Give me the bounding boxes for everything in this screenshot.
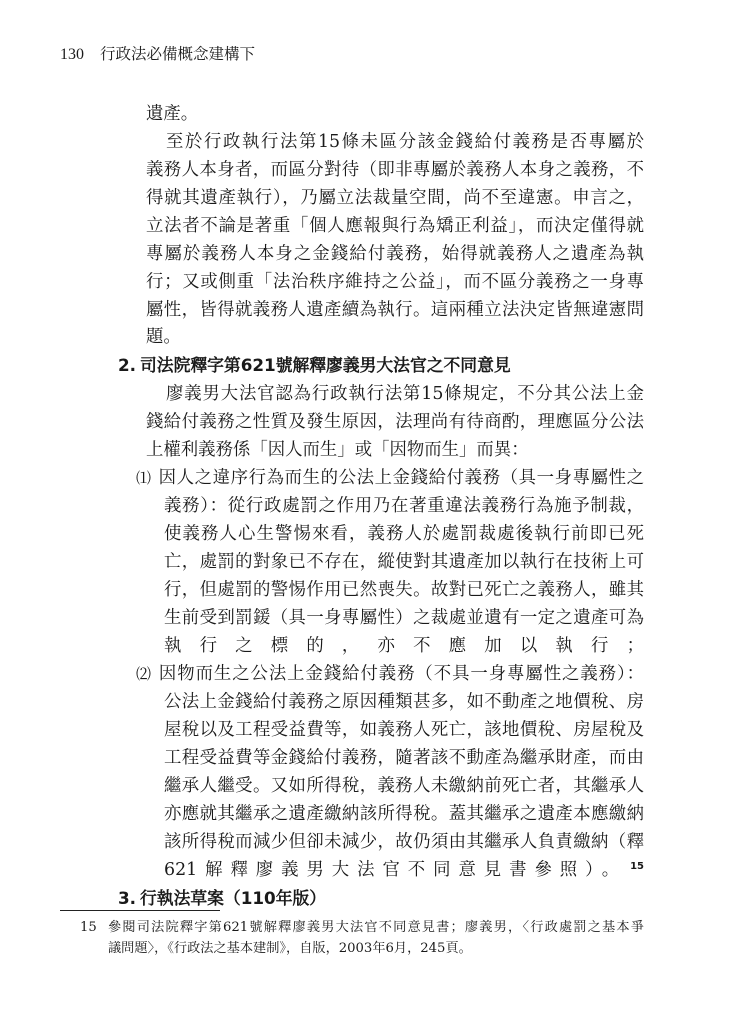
- body-line: 行，但處罰的警惕作用已然喪失。故對已死亡之義務人，雖其: [164, 580, 644, 600]
- body-line: [164, 856, 644, 884]
- body-line: 亦應就其繼承之遺產繳納該所得稅。蓋其繼承之遺產本應繳納: [164, 804, 644, 824]
- section-number: 3.: [118, 888, 137, 908]
- footnote-ref[interactable]: 15: [630, 861, 644, 872]
- footnote-line: 議問題〉，《行政法之基本建制》，自版，2003年6月，245頁。: [108, 941, 472, 956]
- body-line: 執行之標的，亦不應加以執行；: [164, 636, 644, 656]
- running-header: [60, 42, 255, 62]
- body-line: 錢給付義務之性質及發生原因，法理尚有待商酌，理應區分公法: [146, 412, 644, 432]
- body-line: 工程受益費等金錢給付義務，隨著該不動產為繼承財產，而由: [164, 748, 644, 768]
- section-heading-3: [118, 884, 326, 912]
- body-line: 廖義男大法官認為行政執行法第15條規定，不分其公法上金: [166, 384, 644, 404]
- body-line: 亡，處罰的對象已不存在，縱使對其遺產加以執行在技術上可: [164, 552, 644, 572]
- body-line: 公法上金錢給付義務之原因種類甚多，如不動產之地價稅、房: [164, 692, 644, 712]
- section-title: 行執法草案（110年版）: [140, 888, 327, 908]
- body-line: 專屬於義務人本身之金錢給付義務，始得就義務人之遺產為執: [146, 244, 644, 264]
- footnote-separator: [60, 910, 220, 911]
- body-line: 立法者不論是著重「個人應報與行為矯正利益」，而決定僅得就: [146, 216, 644, 236]
- enum-item-2: [136, 660, 644, 688]
- section-number: 2.: [118, 355, 137, 375]
- footnote-number: 15: [80, 920, 97, 935]
- body-line: 繼承人繼受。又如所得稅，義務人未繳納前死亡者，其繼承人: [164, 776, 644, 796]
- book-title: 行政法必備概念建構下: [100, 45, 256, 63]
- enum-text: 因人之違序行為而生的公法上金錢給付義務（具一身專屬性之: [158, 468, 644, 488]
- body-line: 義務人本身者，而區分對待（即非專屬於義務人本身之義務，不: [146, 160, 644, 180]
- section-title: 司法院釋字第621號解釋廖義男大法官之不同意見: [140, 355, 511, 375]
- body-line: 遺產。: [146, 104, 199, 124]
- section-heading-2: [118, 351, 511, 379]
- line-text: 621解釋廖義男大法官不同意見書參照）。: [164, 860, 628, 880]
- page-number: 130: [60, 46, 84, 63]
- body-line: 題。: [146, 327, 181, 347]
- body-line: 義務）：從行政處罰之作用乃在著重違法義務行為施予制裁，: [164, 496, 644, 516]
- body-line: 屋稅以及工程受益費等，如義務人死亡，該地價稅、房屋稅及: [164, 720, 644, 740]
- body-line: 上權利義務係「因人而生」或「因物而生」而異：: [146, 440, 529, 460]
- enum-marker: ⑴: [136, 469, 152, 487]
- body-line: 該所得稅而減少但卻未減少，故仍須由其繼承人負責繳納（釋: [164, 832, 644, 852]
- enum-item-1: [136, 464, 644, 492]
- body-line: 得就其遺產執行），乃屬立法裁量空間，尚不至違憲。申言之，: [146, 188, 644, 208]
- body-line: 生前受到罰鍰（具一身專屬性）之裁處並遺有一定之遺產可為: [164, 608, 644, 628]
- enum-marker: ⑵: [136, 665, 152, 683]
- enum-text: 因物而生之公法上金錢給付義務（不具一身專屬性之義務）：: [158, 664, 644, 684]
- body-line: 至於行政執行法第15條未區分該金錢給付義務是否專屬於: [166, 132, 644, 152]
- body-line: 行；又或側重「法治秩序維持之公益」，而不區分義務之一身專: [146, 272, 644, 292]
- body-line: 屬性，皆得就義務人遺產續為執行。這兩種立法決定皆無違憲問: [146, 300, 644, 320]
- body-line: 使義務人心生警惕來看，義務人於處罰裁處後執行前即已死: [164, 524, 644, 544]
- footnote-line: 參閱司法院釋字第621號解釋廖義男大法官不同意見書；廖義男，〈行政處罰之基本爭: [108, 920, 644, 935]
